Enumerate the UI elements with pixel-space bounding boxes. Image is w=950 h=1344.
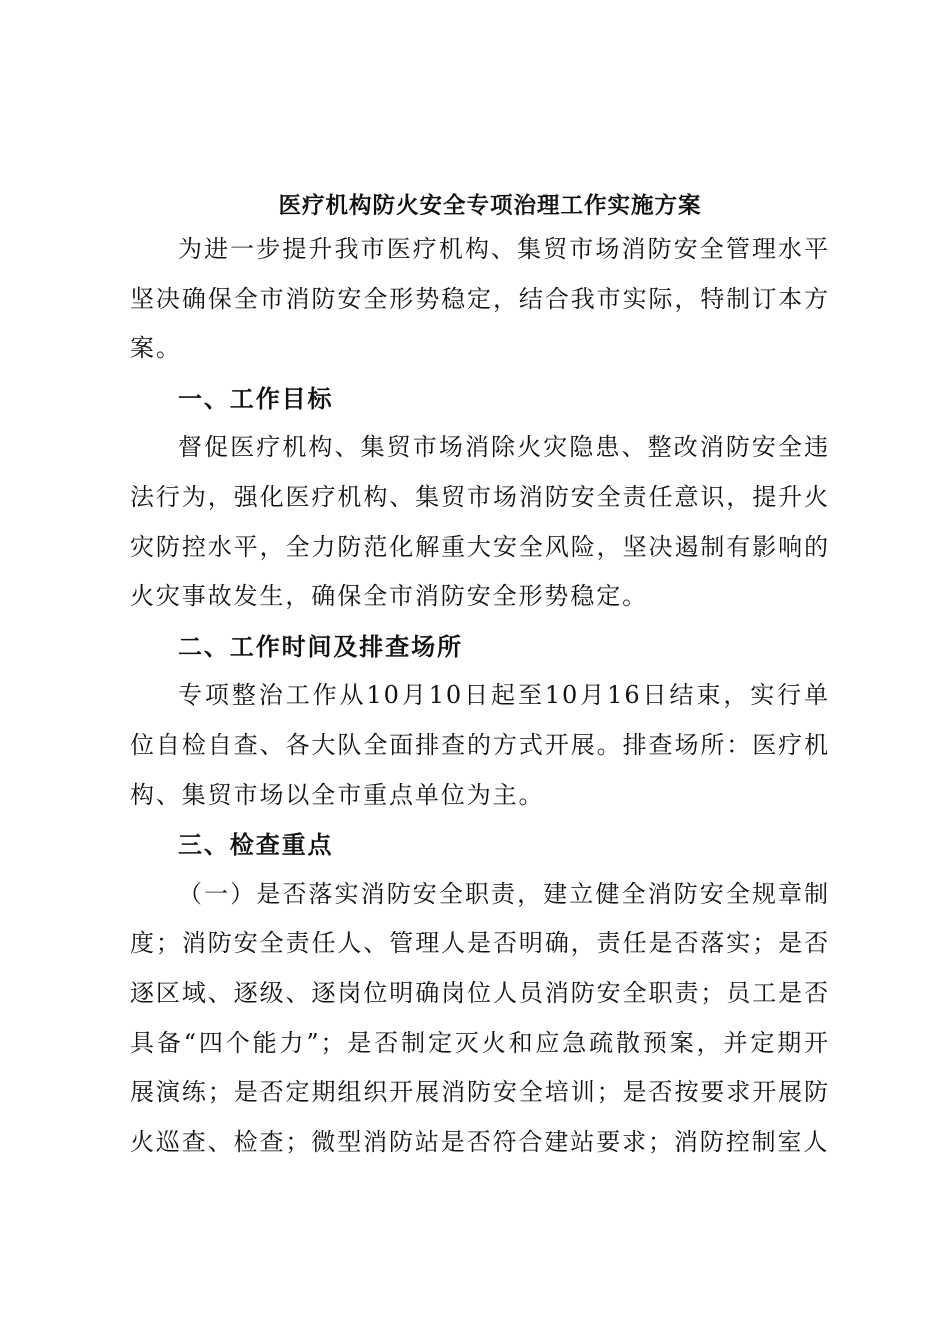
intro-paragraph: 为进一步提升我市医疗机构、集贸市场消防安全管理水平坚决确保全市消防安全形势稳定，结合我市实际，特制订本方案。: [130, 235, 830, 363]
section-heading-schedule: 二、工作时间及排查场所: [178, 631, 463, 661]
section-body-schedule: 专项整治工作从10月10日起至10月16日结束，实行单位自检自查、各大队全面排查的方式开展。排查场所：医疗机构、集贸市场以全市重点单位为主。: [130, 681, 830, 809]
document-body: [130, 187, 830, 1167]
section-body-inspection: （一）是否落实消防安全职责，建立健全消防安全规章制度；消防安全责任人、管理人是否明确，责任是否落实；是否逐区域、逐级、逐岗位明确岗位人员消防安全职责；员工是否具备“四个能力”；是否制定灭火和应急疏散预案，并定期开展演练；是否定期组织开展消防安全培训；是否按要求开展防火巡查、检查；微型消防站是否符合建站要求；消防控制室人: [130, 879, 830, 1156]
document-title: 医疗机构防火安全专项治理工作实施方案: [278, 193, 702, 219]
section-body-goals: 督促医疗机构、集贸市场消除火灾隐患、整改消防安全违法行为，强化医疗机构、集贸市场消防安全责任意识，提升火灾防控水平，全力防范化解重大安全风险，坚决遏制有影响的火灾事故发生，确保全市消防安全形势稳定。: [130, 433, 830, 611]
section-heading-goals: 一、工作目标: [178, 383, 334, 413]
section-heading-inspection: 三、检查重点: [178, 830, 334, 860]
